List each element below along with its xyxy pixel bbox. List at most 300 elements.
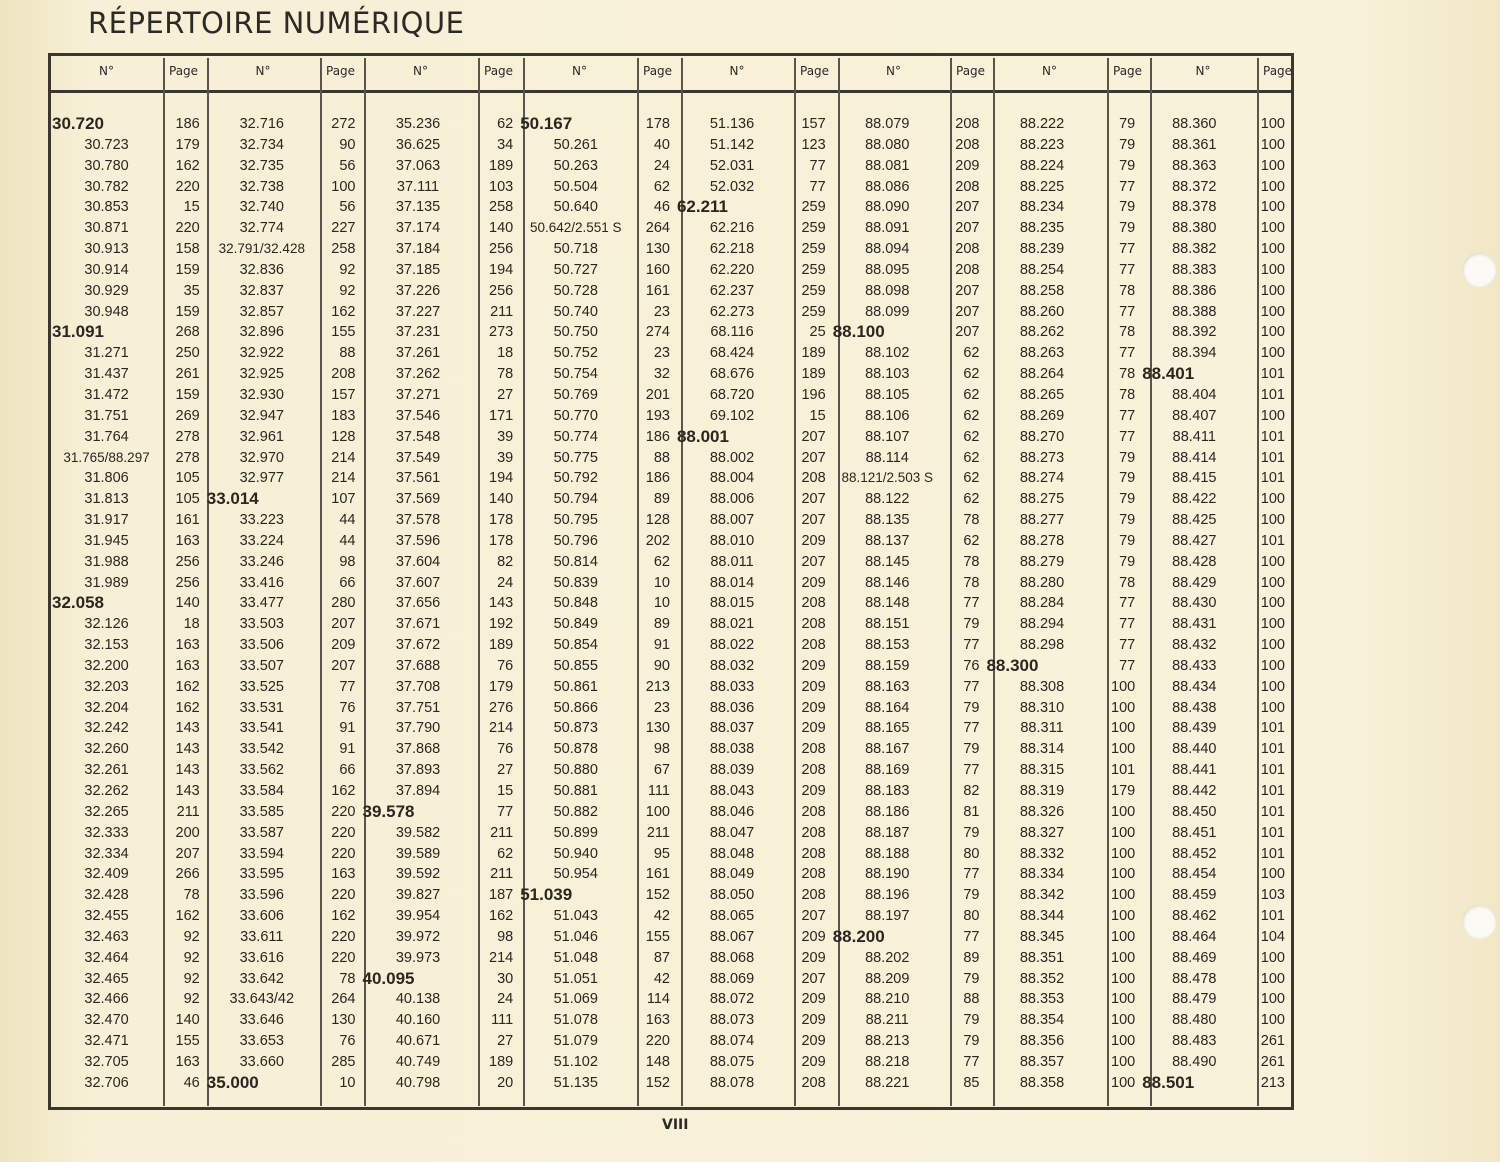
entry-number: 88.075 bbox=[709, 1053, 755, 1070]
entry-number: 51.142 bbox=[709, 136, 755, 153]
entry-number: 88.135 bbox=[865, 512, 910, 529]
entry-page: 213 bbox=[1260, 1074, 1285, 1091]
entry-number: 88.270 bbox=[1019, 428, 1065, 445]
entry-number: 33.646 bbox=[239, 1012, 284, 1029]
entry-page: 209 bbox=[801, 720, 826, 737]
entry-number: 88.151 bbox=[865, 616, 910, 633]
entry-page: 208 bbox=[801, 616, 826, 633]
entry-page: 159 bbox=[175, 386, 200, 403]
entry-number: 32.464 bbox=[84, 949, 129, 966]
entry-number: 37.894 bbox=[395, 783, 441, 799]
entry-number: 33.616 bbox=[239, 949, 284, 966]
entry-page: 209 bbox=[331, 637, 356, 654]
number-column-4 bbox=[519, 114, 632, 1094]
entry-number: 88.015 bbox=[709, 595, 755, 612]
entry-number: 88.098 bbox=[865, 282, 910, 299]
header-page-4: Page bbox=[643, 64, 673, 78]
entry-page: 274 bbox=[645, 324, 670, 341]
entry-number: 32.200 bbox=[84, 657, 129, 674]
entry-number: 51.051 bbox=[553, 970, 598, 987]
entry-page: 77 bbox=[1119, 595, 1136, 612]
entry-page: 100 bbox=[1260, 699, 1285, 716]
entry-page: 207 bbox=[955, 324, 980, 341]
entry-page: 128 bbox=[331, 428, 356, 445]
entry-number: 88.478 bbox=[1172, 970, 1217, 987]
entry-page: 32 bbox=[653, 366, 670, 383]
entry-number: 88.121/2.503 S bbox=[841, 470, 934, 486]
entry-number: 88.223 bbox=[1019, 136, 1065, 153]
entry-number: 37.185 bbox=[395, 261, 441, 278]
entry-number: 88.032 bbox=[709, 657, 755, 674]
entry-number: 62.218 bbox=[709, 241, 755, 258]
entry-number: 88.202 bbox=[865, 949, 910, 966]
entry-number: 32.470 bbox=[84, 1012, 129, 1029]
entry-number: 88.046 bbox=[709, 803, 755, 820]
entry-number: 31.813 bbox=[84, 491, 129, 508]
entry-number: 88.043 bbox=[709, 783, 755, 799]
entry-page: 100 bbox=[1260, 678, 1285, 695]
entry-number: 31.917 bbox=[84, 512, 129, 529]
entry-page: 100 bbox=[1260, 970, 1285, 987]
entry-page: 67 bbox=[653, 762, 670, 779]
entry-number: 50.861 bbox=[553, 678, 598, 695]
entry-number: 62.237 bbox=[709, 282, 755, 299]
header-page-2: Page bbox=[326, 64, 356, 78]
entry-number: 33.416 bbox=[239, 574, 284, 591]
entry-number: 37.868 bbox=[395, 741, 441, 758]
entry-number: 68.424 bbox=[709, 345, 755, 362]
entry-page: 79 bbox=[963, 970, 980, 987]
entry-page: 100 bbox=[1260, 282, 1285, 299]
entry-page: 101 bbox=[1260, 366, 1285, 383]
entry-number: 88.352 bbox=[1019, 970, 1065, 987]
entry-number: 32.706 bbox=[84, 1074, 129, 1091]
entry-page: 163 bbox=[175, 1053, 200, 1070]
entry-page: 23 bbox=[653, 345, 670, 362]
entry-number: 88.091 bbox=[865, 220, 910, 237]
entry-number: 88.234 bbox=[1019, 199, 1065, 216]
entry-number: 88.404 bbox=[1172, 386, 1217, 403]
entry-page: 111 bbox=[491, 1012, 514, 1029]
page-number: VIII bbox=[662, 1117, 689, 1133]
entry-page: 100 bbox=[1111, 887, 1136, 904]
entry-number: 88.392 bbox=[1172, 324, 1217, 341]
entry-page: 207 bbox=[801, 908, 826, 925]
entry-number: 88.081 bbox=[865, 157, 910, 174]
entry-page: 208 bbox=[801, 824, 826, 841]
entry-number: 33.587 bbox=[239, 824, 284, 841]
entry-page: 90 bbox=[339, 136, 356, 153]
entry-page: 39 bbox=[497, 449, 514, 466]
entry-number: 32.204 bbox=[84, 699, 129, 716]
entry-number: 33.642 bbox=[239, 970, 284, 987]
entry-page: 187 bbox=[489, 887, 514, 904]
entry-page: 220 bbox=[331, 949, 356, 966]
header-page-5: Page bbox=[800, 64, 830, 78]
entry-number: 88.148 bbox=[865, 595, 910, 612]
entry-page: 163 bbox=[175, 657, 200, 674]
entry-page: 25 bbox=[809, 324, 826, 341]
entry-page: 77 bbox=[1119, 241, 1136, 258]
entry-number: 32.409 bbox=[84, 866, 129, 883]
entry-number: 32.126 bbox=[84, 616, 129, 633]
entry-page: 209 bbox=[955, 157, 980, 174]
entry-number: 37.226 bbox=[395, 282, 441, 299]
entry-page: 77 bbox=[1119, 616, 1136, 633]
entry-page: 261 bbox=[1260, 1053, 1285, 1070]
entry-number: 37.607 bbox=[395, 574, 441, 591]
entry-number: 39.973 bbox=[395, 949, 441, 966]
entry-number: 88.107 bbox=[865, 428, 910, 445]
entry-number: 88.429 bbox=[1172, 574, 1217, 591]
entry-page: 66 bbox=[339, 762, 356, 779]
entry-page: 259 bbox=[801, 220, 826, 237]
entry-page: 100 bbox=[1111, 741, 1136, 758]
entry-page: 80 bbox=[963, 845, 980, 862]
entry-number: 88.103 bbox=[865, 366, 910, 383]
entry-page: 77 bbox=[1119, 261, 1136, 278]
entry-page: 82 bbox=[497, 553, 514, 570]
entry-page: 77 bbox=[1119, 303, 1136, 320]
entry-page: 79 bbox=[1119, 157, 1136, 174]
entry-page: 101 bbox=[1260, 470, 1285, 487]
entry-page: 220 bbox=[331, 887, 356, 904]
entry-page: 101 bbox=[1260, 741, 1285, 758]
entry-number: 32.716 bbox=[239, 116, 284, 132]
entry-page: 266 bbox=[175, 866, 200, 883]
entry-number: 50.752 bbox=[553, 345, 598, 362]
entry-number: 33.562 bbox=[239, 762, 284, 779]
entry-page: 79 bbox=[1119, 199, 1136, 216]
entry-number: 50.770 bbox=[553, 407, 598, 424]
entry-page: 77 bbox=[963, 928, 980, 945]
entry-page: 155 bbox=[331, 324, 356, 341]
entry-page: 158 bbox=[175, 241, 200, 258]
entry-page: 101 bbox=[1111, 762, 1136, 779]
entry-number: 33.507 bbox=[239, 657, 284, 674]
entry-number: 31.437 bbox=[84, 366, 129, 383]
entry-page: 20 bbox=[497, 1074, 514, 1091]
entry-page: 208 bbox=[801, 887, 826, 904]
entry-number: 32.896 bbox=[239, 324, 284, 341]
entry-number: 88.159 bbox=[865, 657, 910, 674]
entry-page: 285 bbox=[331, 1053, 356, 1070]
entry-page: 209 bbox=[801, 928, 826, 945]
entry-page: 100 bbox=[1260, 261, 1285, 278]
entry-page: 189 bbox=[801, 345, 826, 362]
entry-page: 207 bbox=[955, 282, 980, 299]
entry-page: 77 bbox=[963, 595, 980, 612]
entry-page: 211 bbox=[646, 824, 670, 841]
entry-page: 214 bbox=[489, 720, 514, 737]
entry-page: 179 bbox=[175, 136, 200, 153]
entry-number: 37.111 bbox=[396, 178, 440, 195]
entry-number: 88.047 bbox=[709, 824, 755, 841]
entry-page: 194 bbox=[489, 470, 514, 487]
entry-page: 259 bbox=[801, 241, 826, 258]
entry-page: 207 bbox=[955, 199, 980, 216]
entry-number: 30.780 bbox=[84, 157, 129, 174]
entry-number: 39.582 bbox=[395, 824, 441, 841]
page-column-3 bbox=[475, 114, 520, 1094]
entry-page: 259 bbox=[801, 282, 826, 299]
entry-page: 66 bbox=[339, 574, 356, 591]
entry-number: 88.501 bbox=[1142, 1072, 1195, 1092]
entry-number: 51.069 bbox=[553, 991, 598, 1008]
entry-page: 183 bbox=[331, 407, 356, 424]
entry-number: 32.970 bbox=[239, 449, 284, 466]
entry-number: 88.358 bbox=[1019, 1074, 1065, 1091]
number-column-6 bbox=[832, 114, 943, 1094]
entry-number: 88.441 bbox=[1172, 762, 1217, 779]
entry-number: 88.067 bbox=[709, 928, 755, 945]
header-number-2: N° bbox=[255, 64, 271, 78]
entry-page: 78 bbox=[963, 574, 980, 591]
entry-number: 88.086 bbox=[865, 178, 910, 195]
entry-page: 148 bbox=[645, 1053, 670, 1070]
entry-page: 208 bbox=[801, 637, 826, 654]
entry-page: 207 bbox=[331, 657, 356, 674]
entry-page: 79 bbox=[1119, 553, 1136, 570]
entry-number: 32.463 bbox=[84, 928, 129, 945]
entry-page: 162 bbox=[175, 908, 200, 925]
entry-number: 33.014 bbox=[206, 489, 259, 509]
entry-number: 37.262 bbox=[395, 366, 441, 383]
entry-number: 88.218 bbox=[865, 1053, 910, 1070]
entry-page: 157 bbox=[801, 116, 826, 132]
entry-number: 30.853 bbox=[84, 199, 129, 216]
entry-page: 100 bbox=[1111, 866, 1136, 883]
entry-number: 32.857 bbox=[239, 303, 284, 320]
entry-number: 30.948 bbox=[84, 303, 129, 320]
entry-number: 88.036 bbox=[709, 699, 755, 716]
entry-page: 208 bbox=[955, 178, 980, 195]
entry-page: 111 bbox=[647, 783, 670, 799]
entry-page: 207 bbox=[801, 491, 826, 508]
entry-number: 88.099 bbox=[865, 303, 910, 320]
entry-number: 88.357 bbox=[1019, 1053, 1065, 1070]
number-column-5 bbox=[676, 114, 788, 1094]
entry-page: 92 bbox=[183, 970, 200, 987]
entry-number: 88.479 bbox=[1172, 991, 1217, 1008]
entry-number: 50.940 bbox=[553, 845, 598, 862]
entry-page: 100 bbox=[1260, 616, 1285, 633]
entry-number: 88.334 bbox=[1019, 866, 1065, 883]
entry-page: 27 bbox=[497, 762, 514, 779]
entry-page: 100 bbox=[1260, 199, 1285, 216]
entry-page: 92 bbox=[339, 261, 356, 278]
header-number-1: N° bbox=[99, 64, 114, 78]
entry-page: 18 bbox=[183, 616, 200, 633]
entry-number: 50.881 bbox=[553, 783, 598, 799]
entry-number: 88.190 bbox=[865, 866, 910, 883]
entry-number: 30.720 bbox=[52, 114, 104, 133]
page-column-2 bbox=[318, 114, 362, 1094]
entry-page: 23 bbox=[653, 699, 670, 716]
entry-page: 209 bbox=[801, 1053, 826, 1070]
entry-page: 89 bbox=[653, 616, 670, 633]
page-title: RÉPERTOIRE NUMÉRIQUE bbox=[88, 6, 465, 40]
entry-page: 56 bbox=[339, 157, 356, 174]
entry-page: 44 bbox=[339, 512, 356, 529]
entry-number: 88.386 bbox=[1172, 282, 1217, 299]
entry-page: 101 bbox=[1260, 532, 1285, 549]
entry-page: 189 bbox=[489, 157, 514, 174]
entry-page: 100 bbox=[331, 178, 356, 195]
entry-number: 39.592 bbox=[395, 866, 441, 883]
entry-page: 264 bbox=[645, 220, 670, 237]
entry-number: 31.091 bbox=[52, 322, 104, 342]
entry-number: 32.961 bbox=[239, 428, 284, 445]
entry-number: 88.361 bbox=[1172, 136, 1217, 153]
entry-number: 32.334 bbox=[84, 845, 129, 862]
entry-page: 100 bbox=[1260, 491, 1285, 508]
entry-number: 88.239 bbox=[1019, 241, 1065, 258]
entry-page: 269 bbox=[175, 407, 200, 424]
entry-page: 208 bbox=[801, 1074, 826, 1091]
entry-page: 78 bbox=[963, 553, 980, 570]
entry-number: 37.231 bbox=[395, 324, 441, 341]
entry-page: 76 bbox=[497, 657, 514, 674]
entry-page: 56 bbox=[339, 199, 356, 216]
entry-number: 88.196 bbox=[865, 887, 910, 904]
entry-page: 152 bbox=[645, 887, 670, 904]
entry-page: 100 bbox=[1260, 116, 1285, 132]
entry-number: 88.310 bbox=[1019, 699, 1065, 716]
entry-number: 33.246 bbox=[239, 553, 284, 570]
entry-number: 50.849 bbox=[553, 616, 598, 633]
entry-page: 192 bbox=[489, 616, 514, 633]
entry-number: 88.122 bbox=[865, 491, 910, 508]
entry-page: 259 bbox=[801, 303, 826, 320]
entry-number: 35.236 bbox=[395, 116, 441, 132]
entry-number: 30.871 bbox=[84, 220, 129, 237]
entry-page: 143 bbox=[175, 783, 200, 799]
entry-page: 62 bbox=[963, 449, 980, 466]
entry-page: 79 bbox=[963, 616, 980, 633]
entry-page: 77 bbox=[1119, 657, 1136, 674]
entry-number: 32.930 bbox=[239, 386, 284, 403]
entry-page: 159 bbox=[175, 261, 200, 278]
entry-number: 32.333 bbox=[84, 824, 129, 841]
page-column-7 bbox=[1099, 114, 1142, 1094]
entry-page: 62 bbox=[963, 366, 980, 383]
entry-page: 207 bbox=[801, 512, 826, 529]
number-column-1 bbox=[51, 114, 162, 1094]
entry-number: 32.471 bbox=[84, 1033, 129, 1050]
entry-page: 207 bbox=[801, 970, 826, 987]
entry-page: 79 bbox=[1119, 491, 1136, 508]
header-page-6: Page bbox=[956, 64, 986, 78]
entry-page: 46 bbox=[183, 1074, 200, 1091]
entry-page: 100 bbox=[1111, 970, 1136, 987]
entry-number: 88.354 bbox=[1019, 1012, 1065, 1029]
entry-number: 50.740 bbox=[553, 303, 598, 320]
entry-number: 33.596 bbox=[239, 887, 284, 904]
entry-page: 79 bbox=[963, 1012, 980, 1029]
entry-page: 103 bbox=[489, 178, 514, 195]
entry-page: 258 bbox=[489, 199, 514, 216]
entry-page: 46 bbox=[653, 199, 670, 216]
entry-page: 77 bbox=[339, 678, 356, 695]
entry-number: 32.465 bbox=[84, 970, 129, 987]
entry-page: 211 bbox=[176, 803, 200, 820]
entry-number: 32.261 bbox=[84, 762, 129, 779]
entry-number: 88.383 bbox=[1172, 261, 1217, 278]
entry-page: 24 bbox=[497, 991, 514, 1008]
entry-page: 208 bbox=[801, 741, 826, 758]
entry-number: 88.065 bbox=[709, 908, 755, 925]
entry-number: 51.039 bbox=[520, 885, 573, 905]
entry-number: 37.174 bbox=[395, 220, 441, 237]
entry-number: 88.153 bbox=[865, 637, 910, 654]
entry-page: 207 bbox=[331, 616, 356, 633]
entry-number: 88.049 bbox=[709, 866, 755, 883]
entry-number: 88.294 bbox=[1019, 616, 1065, 633]
entry-page: 79 bbox=[1119, 512, 1136, 529]
entry-number: 88.382 bbox=[1172, 241, 1217, 258]
entry-number: 33.506 bbox=[239, 637, 284, 654]
entry-number: 88.459 bbox=[1172, 887, 1217, 904]
entry-page: 78 bbox=[1119, 282, 1136, 299]
entry-page: 209 bbox=[801, 532, 826, 549]
entry-number: 31.764 bbox=[84, 428, 129, 445]
entry-number: 88.284 bbox=[1019, 595, 1065, 612]
entry-number: 88.356 bbox=[1019, 1033, 1065, 1050]
entry-number: 39.589 bbox=[395, 845, 441, 862]
entry-number: 88.327 bbox=[1019, 824, 1065, 841]
entry-page: 100 bbox=[1260, 949, 1285, 966]
entry-page: 123 bbox=[801, 136, 826, 153]
entry-number: 39.972 bbox=[395, 928, 441, 945]
entry-page: 76 bbox=[963, 657, 980, 674]
entry-page: 280 bbox=[331, 595, 356, 612]
header-page-1: Page bbox=[169, 64, 199, 78]
entry-page: 100 bbox=[1111, 1033, 1136, 1050]
entry-number: 88.462 bbox=[1172, 908, 1217, 925]
entry-page: 209 bbox=[801, 991, 826, 1008]
entry-number: 88.001 bbox=[676, 426, 729, 446]
entry-page: 101 bbox=[1260, 783, 1285, 799]
entry-page: 89 bbox=[963, 949, 980, 966]
entry-number: 37.569 bbox=[395, 491, 441, 508]
entry-number: 88.197 bbox=[865, 908, 910, 925]
entry-page: 100 bbox=[1260, 637, 1285, 654]
entry-number: 88.345 bbox=[1019, 928, 1065, 945]
entry-number: 50.880 bbox=[553, 762, 598, 779]
entry-number: 88.006 bbox=[709, 491, 755, 508]
entry-number: 37.578 bbox=[395, 512, 441, 529]
entry-number: 52.032 bbox=[709, 178, 755, 195]
entry-page: 250 bbox=[175, 345, 200, 362]
entry-page: 208 bbox=[955, 241, 980, 258]
entry-number: 68.116 bbox=[710, 324, 754, 341]
entry-number: 37.656 bbox=[395, 595, 441, 612]
entry-page: 100 bbox=[645, 803, 670, 820]
entry-page: 42 bbox=[653, 908, 670, 925]
entry-number: 88.050 bbox=[709, 887, 755, 904]
entry-page: 209 bbox=[801, 657, 826, 674]
entry-number: 88.002 bbox=[709, 449, 755, 466]
entry-number: 50.814 bbox=[553, 553, 598, 570]
entry-page: 27 bbox=[497, 1033, 514, 1050]
entry-number: 39.827 bbox=[395, 887, 441, 904]
entry-page: 196 bbox=[801, 386, 826, 403]
entry-page: 77 bbox=[1119, 428, 1136, 445]
entry-page: 88 bbox=[963, 991, 980, 1008]
entry-page: 100 bbox=[1260, 866, 1285, 883]
entry-number: 31.945 bbox=[84, 532, 129, 549]
